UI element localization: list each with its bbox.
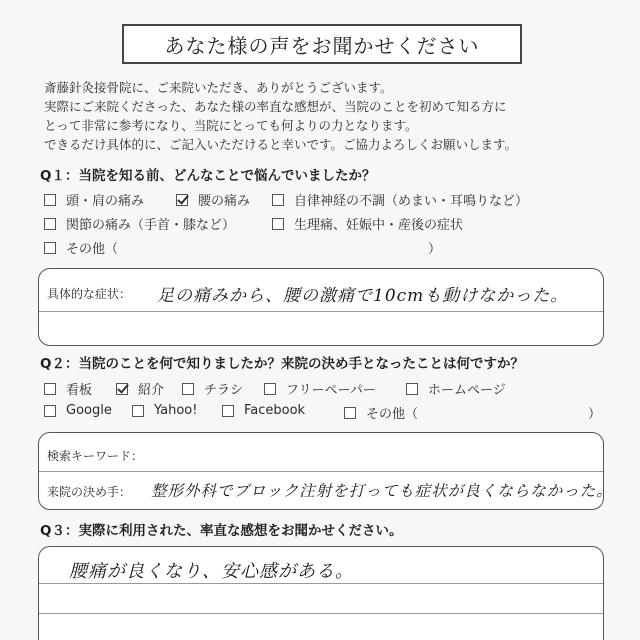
option-label: フリーペーパー (286, 383, 376, 398)
checkbox-icon[interactable] (182, 383, 194, 395)
q1-option-lower-back[interactable] (176, 190, 250, 209)
option-label: Google (66, 403, 112, 418)
reason-handwriting: 整形外科でブロック注射を打っても症状が良くならなかった。 (151, 482, 613, 500)
option-label: 看板 (66, 383, 93, 398)
intro-line: 実際にご来院くださった、あなた様の率直な感想が、当院のことを初めて知る方に (44, 99, 507, 114)
checkbox-icon[interactable] (44, 194, 56, 206)
question-2: Q２：当院のことを何で知りましたか？来院の決め手となったことは何ですか？ (40, 356, 524, 372)
q2-option-other[interactable] (344, 403, 418, 422)
option-label: その他（ (366, 407, 419, 422)
keyword-label: 検索キーワード： (47, 449, 144, 463)
option-label: 生理痛、妊娠中・産後の症状 (294, 218, 464, 233)
intro-line: できるだけ具体的に、ご記入いただけると幸いです。ご協力よろしくお願いします。 (44, 137, 518, 152)
q2-option-referral[interactable] (116, 379, 164, 398)
page-title: あなた様の声をお聞かせください (122, 24, 522, 64)
checkbox-icon[interactable] (44, 383, 56, 395)
option-label: 頭・肩の痛み (66, 194, 145, 209)
q2-answer-box[interactable] (38, 432, 613, 510)
q1-paren-close: ） (428, 242, 442, 257)
q2-option-facebook[interactable] (222, 403, 305, 418)
symptom-label: 具体的な症状： (47, 287, 132, 301)
checkbox-icon[interactable] (132, 405, 144, 417)
question-3: Q３：実際に利用された、率直な感想をお聞かせください。 (40, 523, 403, 539)
q2-option-homepage[interactable] (406, 379, 506, 398)
checkbox-icon[interactable] (272, 194, 284, 206)
checkbox-icon[interactable] (406, 383, 418, 395)
checkbox-icon[interactable] (222, 405, 234, 417)
ruled-line (39, 583, 603, 584)
option-label: ホームページ (428, 383, 506, 398)
q1-option-head-shoulder[interactable] (44, 190, 144, 209)
checkbox-icon[interactable] (44, 218, 56, 230)
intro-line: とって非常に参考になり、当院にとっても何よりの力となります。 (44, 118, 418, 133)
option-label: 腰の痛み (198, 194, 251, 209)
option-label: その他（ (66, 242, 119, 257)
q2-option-flyer[interactable] (182, 379, 243, 398)
checkbox-icon[interactable] (272, 218, 284, 230)
symptom-handwriting: 足の痛みから、腰の激痛で10cmも動けなかった。 (157, 286, 569, 306)
q1-option-menstrual[interactable] (272, 214, 463, 233)
q2-option-signboard[interactable] (44, 379, 92, 398)
reason-label: 来院の決め手： (47, 485, 132, 499)
q2-option-free-paper[interactable] (264, 379, 376, 398)
intro-text (44, 78, 517, 154)
checkbox-icon[interactable] (44, 242, 56, 254)
q2-option-google[interactable] (44, 403, 112, 418)
divider (39, 471, 603, 472)
q2-option-yahoo[interactable] (132, 403, 197, 418)
q1-option-autonomic[interactable] (272, 190, 528, 209)
q1-answer-box[interactable] (38, 268, 604, 346)
checkbox-icon[interactable] (344, 407, 356, 419)
impression-handwriting: 腰痛が良くなり、安心感がある。 (69, 561, 354, 582)
ruled-line (39, 613, 603, 614)
q2-paren-close: ） (588, 407, 602, 422)
option-label: Facebook (244, 403, 306, 418)
option-label: 紹介 (138, 383, 165, 398)
checkbox-checked-icon[interactable] (176, 194, 188, 206)
q3-answer-box[interactable] (38, 546, 604, 640)
option-label: Yahoo! (154, 403, 198, 418)
option-label: 関節の痛み（手首・膝など） (66, 218, 236, 233)
checkbox-icon[interactable] (264, 383, 276, 395)
divider (39, 311, 603, 312)
checkbox-icon[interactable] (44, 405, 56, 417)
checkbox-checked-icon[interactable] (116, 383, 128, 395)
q1-option-other[interactable] (44, 238, 118, 257)
option-label: 自律神経の不調（めまい・耳鳴りなど） (294, 194, 529, 209)
intro-line: 斎藤針灸接骨院に、ご来院いただき、ありがとうございます。 (44, 80, 393, 95)
question-1: Q１：当院を知る前、どんなことで悩んでいましたか？ (40, 168, 376, 184)
option-label: チラシ (204, 383, 244, 398)
q1-option-joint[interactable] (44, 214, 235, 233)
